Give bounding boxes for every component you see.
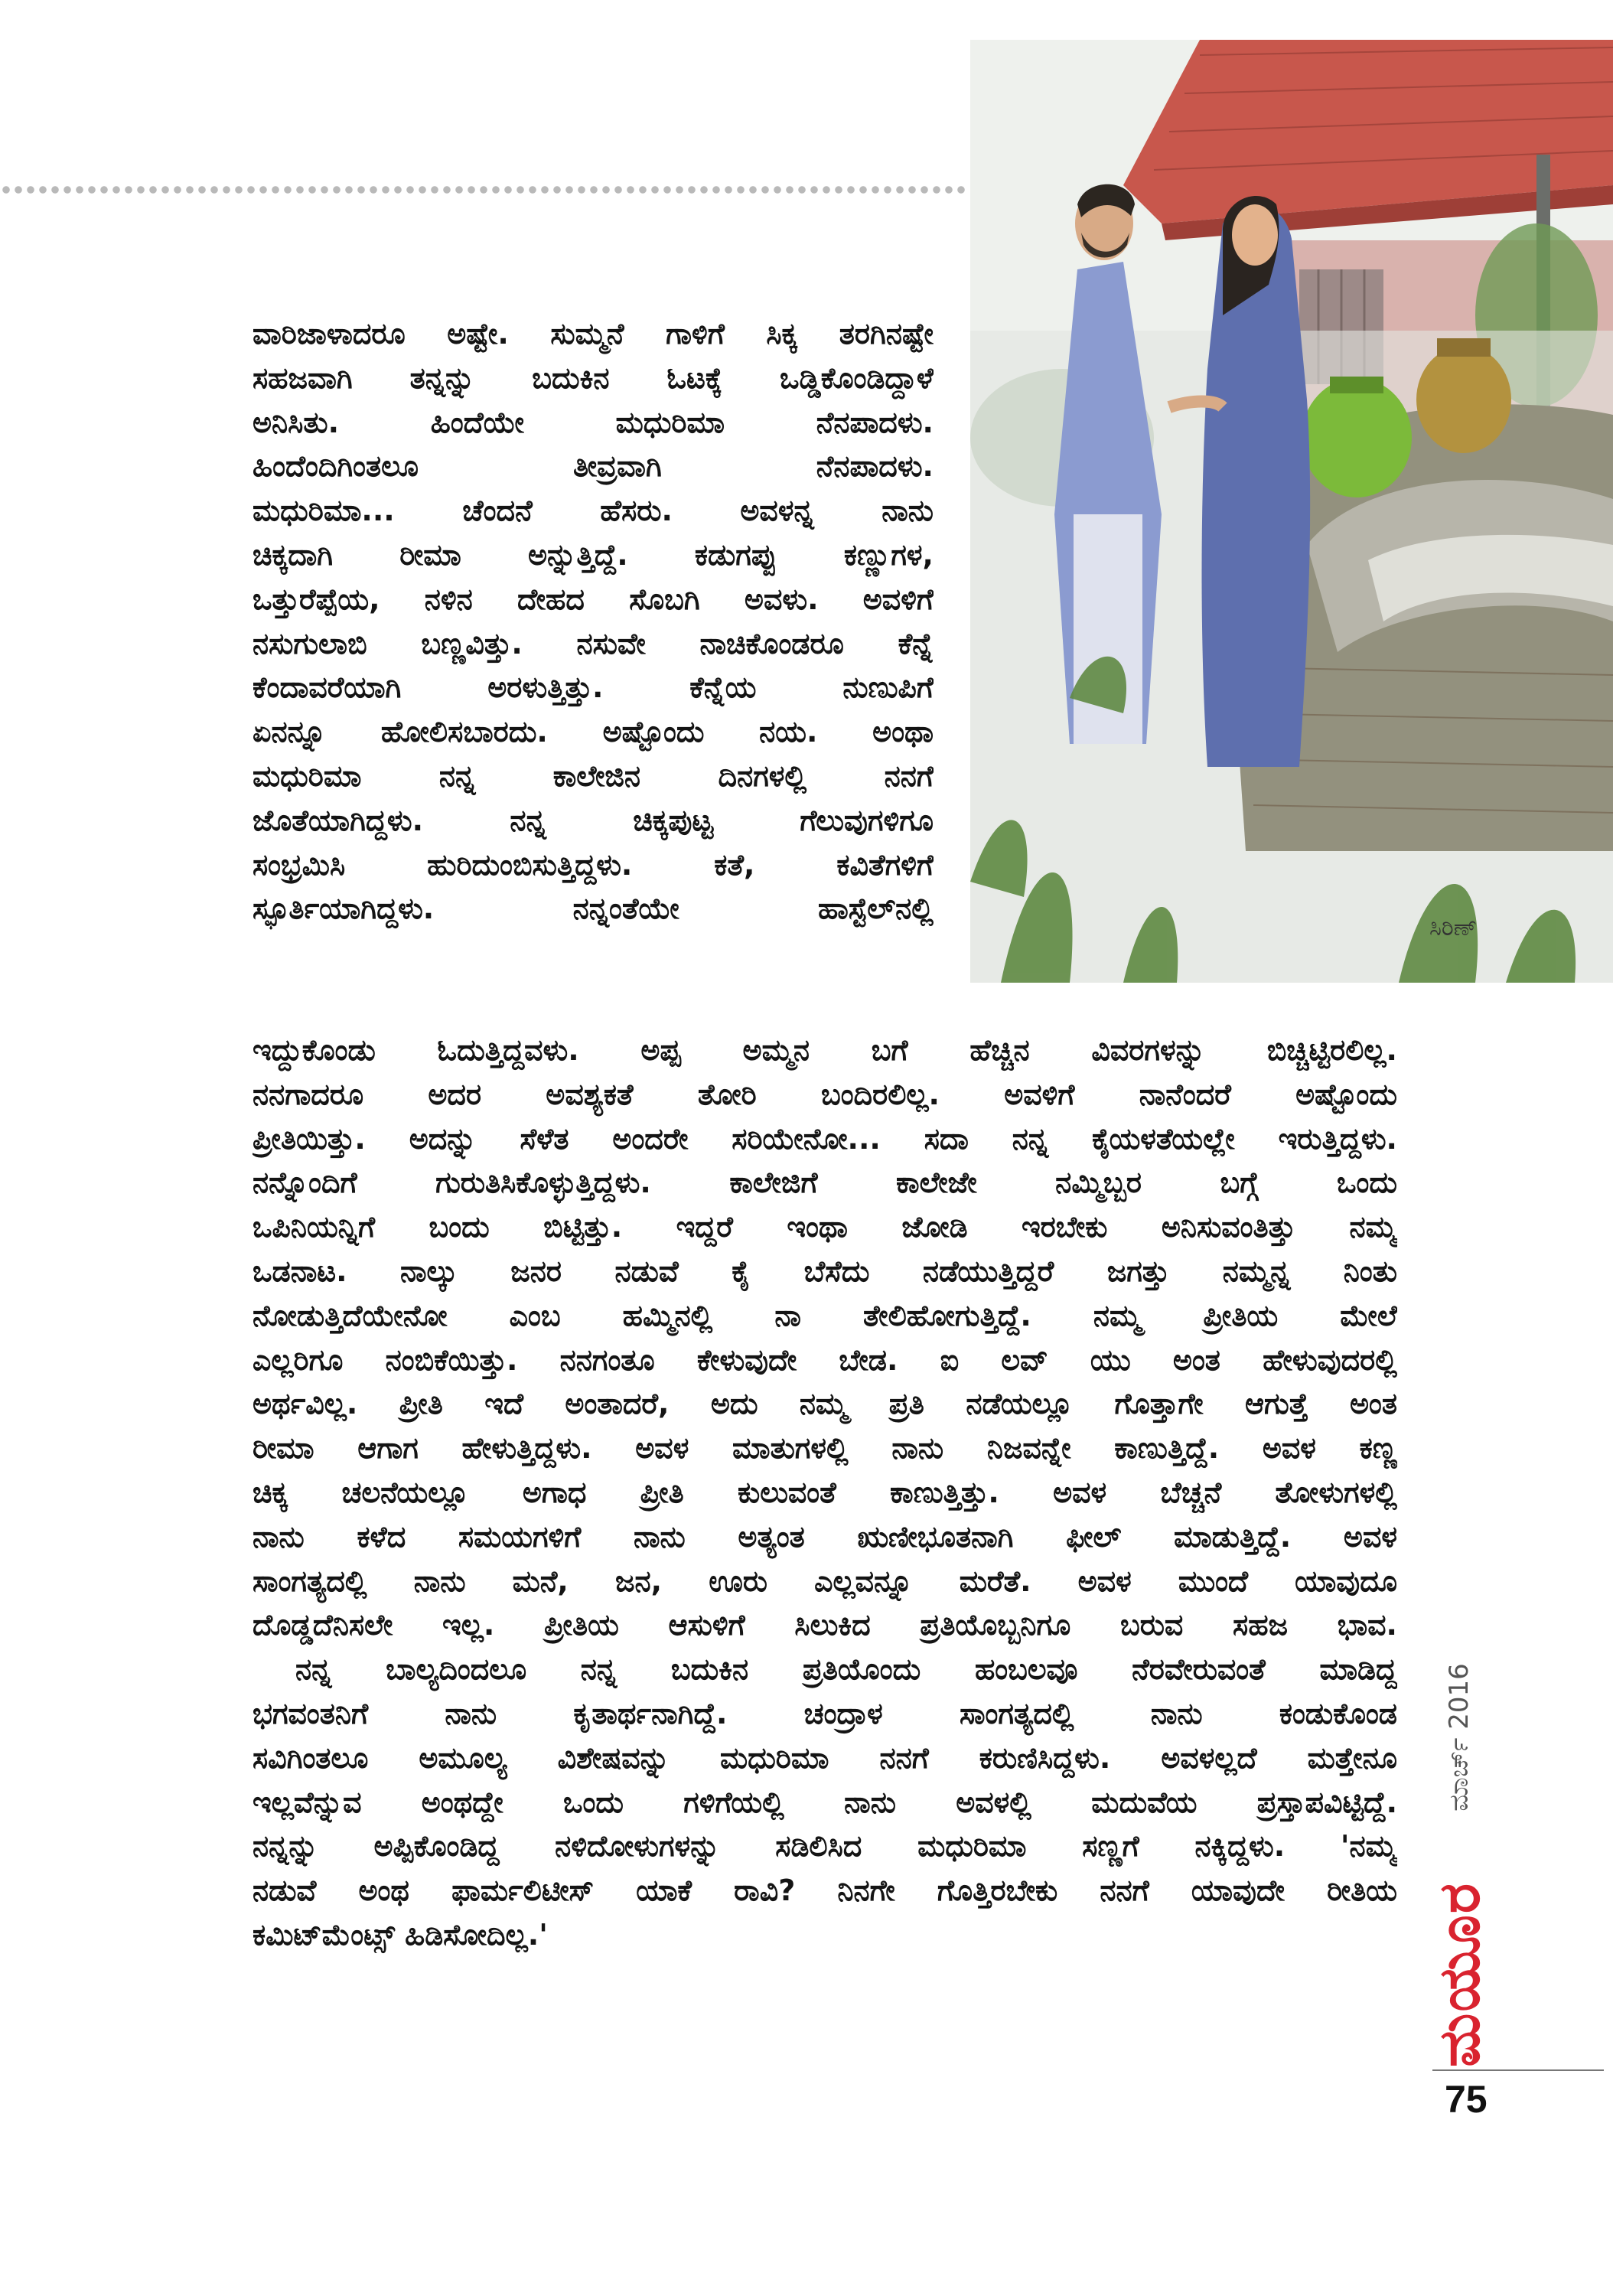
story-line: ಪ್ರೀತಿಯಿತ್ತು. ಅದನ್ನು ಸೆಳೆತ ಅಂದರೇ ಸರಿಯೇನೋ... ಸದಾ ನನ್ನ ಕೈಯಳತೆಯಲ್ಲೇ ಇರುತ್ತಿದ್ದಳು. xyxy=(253,1121,1397,1156)
story-column-narrow xyxy=(253,312,934,931)
story-line: ಅನಿಸಿತು. ಹಿಂದೆಯೇ ಮಧುರಿಮಾ ನೆನಪಾದಳು. xyxy=(253,405,934,439)
story-line: ಮಧುರಿಮಾ... ಚೆಂದನೆ ಹೆಸರು. ಅವಳನ್ನ ನಾನು xyxy=(253,494,934,528)
story-line: ಇಲ್ಲವೆನ್ನುವ ಅಂಥದ್ದೇ ಒಂದು ಗಳಿಗೆಯಲ್ಲಿ ನಾನು ಅವಳಲ್ಲಿ ಮದುವೆಯ ಪ್ರಸ್ತಾಪವಿಟ್ಟಿದ್ದೆ. xyxy=(253,1785,1397,1819)
story-illustration xyxy=(970,40,1613,983)
issue-date-text: ಮಾರ್ಚ್ 2016 xyxy=(1444,1663,1475,1812)
story-line: ನನ್ನ ಬಾಲ್ಯದಿಂದಲೂ ನನ್ನ ಬದುಕಿನ ಪ್ರತಿಯೊಂದು ಹಂಬಲವೂ ನೆರವೇರುವಂತೆ ಮಾಡಿದ್ದ xyxy=(295,1652,1397,1687)
story-line: ಒತ್ತುರೆಪ್ಪೆಯ, ನಳಿನ ದೇಹದ ಸೊಬಗಿ ಅವಳು. ಅವಳಿಗೆ xyxy=(253,582,934,616)
story-line: ನನ್ನೊಂದಿಗೆ ಗುರುತಿಸಿಕೊಳ್ಳುತ್ತಿದ್ದಳು. ಕಾಲೇಜಿಗೆ ಕಾಲೇಜೇ ನಮ್ಮಿಬ್ಬರ ಬಗ್ಗೆ ಒಂದು xyxy=(253,1166,1397,1200)
story-line: ಚಿಕ್ಕ ಚಲನೆಯಲ್ಲೂ ಅಗಾಧ ಪ್ರೀತಿ ಕುಲುವಂತೆ ಕಾಣುತ್ತಿತ್ತು. ಅವಳ ಬೆಚ್ಚನೆ ತೋಳುಗಳಲ್ಲಿ xyxy=(253,1475,1397,1509)
artist-signature: ಸಿರಿಣ್ xyxy=(1429,915,1478,941)
story-line: ನೋಡುತ್ತಿದೆಯೇನೋ ಎಂಬ ಹಮ್ಮಿನಲ್ಲಿ ನಾ ತೇಲಿಹೋಗುತ್ತಿದ್ದೆ. ನಮ್ಮ ಪ್ರೀತಿಯ ಮೇಲೆ xyxy=(253,1298,1397,1332)
issue-date xyxy=(1440,1661,1478,1814)
story-line: ಚಿಕ್ಕದಾಗಿ ರೀಮಾ ಅನ್ನುತ್ತಿದ್ದೆ. ಕಡುಗಪ್ಪು ಕಣ್ಣುಗಳ, xyxy=(253,537,934,572)
story-line: ಹಿಂದೆಂದಿಗಿಂತಲೂ ತೀವ್ರವಾಗಿ ನೆನಪಾದಳು. xyxy=(253,449,934,484)
story-line: ವಾರಿಜಾಳಾದರೂ ಅಷ್ಟೇ. ಸುಮ್ಮನೆ ಗಾಳಿಗೆ ಸಿಕ್ಕ ತರಗಿನಷ್ಟೇ xyxy=(253,317,934,351)
page-number: 75 xyxy=(1445,2078,1488,2121)
story-line: ನನ್ನನ್ನು ಅಪ್ಪಿಕೊಂಡಿದ್ದ ನಳಿದೋಳುಗಳನ್ನು ಸಡಿಲಿಸಿದ ಮಧುರಿಮಾ ಸಣ್ಣಗೆ ನಕ್ಕಿದ್ದಳು. 'ನಮ್ಮ xyxy=(253,1829,1397,1864)
story-line: ಕೆಂದಾವರೆಯಾಗಿ ಅರಳುತ್ತಿತ್ತು. ಕೆನ್ನೆಯ ನುಣುಪಿಗೆ xyxy=(253,670,934,705)
story-line: ಒಡನಾಟ. ನಾಲ್ಕು ಜನರ ನಡುವೆ ಕೈ ಬೆಸೆದು ನಡೆಯುತ್ತಿದ್ದರೆ ಜಗತ್ತು ನಮ್ಮನ್ನ ನಿಂತು xyxy=(253,1254,1397,1288)
story-line: ಅರ್ಥವಿಲ್ಲ. ಪ್ರೀತಿ ಇದೆ ಅಂತಾದರೆ, ಅದು ನಮ್ಮ ಪ್ರತಿ ನಡೆಯಲ್ಲೂ ಗೊತ್ತಾಗೇ ಆಗುತ್ತೆ ಅಂತ xyxy=(253,1387,1397,1421)
story-line: ನಾನು ಕಳೆದ ಸಮಯಗಳಿಗೆ ನಾನು ಅತ್ಯಂತ ಋಣೀಭೂತನಾಗಿ ಫೀಲ್ ಮಾಡುತ್ತಿದ್ದೆ. ಅವಳ xyxy=(253,1519,1397,1554)
story-line: ಮಧುರಿಮಾ ನನ್ನ ಕಾಲೇಜಿನ ದಿನಗಳಲ್ಲಿ ನನಗೆ xyxy=(253,758,934,793)
dotted-divider xyxy=(0,184,966,195)
story-line: ಸವಿಗಿಂತಲೂ ಅಮೂಲ್ಯ ವಿಶೇಷವನ್ನು ಮಧುರಿಮಾ ನನಗೆ ಕರುಣಿಸಿದ್ದಳು. ಅವಳಲ್ಲದೆ ಮತ್ತೇನೂ xyxy=(253,1740,1397,1775)
story-line: ನಸುಗುಲಾಬಿ ಬಣ್ಣವಿತ್ತು. ನಸುವೇ ನಾಚಿಕೊಂಡರೂ ಕೆನ್ನೆ xyxy=(253,626,934,660)
story-line: ಸಾಂಗತ್ಯದಲ್ಲಿ ನಾನು ಮನೆ, ಜನ, ಊರು ಎಲ್ಲವನ್ನೂ ಮರೆತೆ. ಅವಳ ಮುಂದೆ ಯಾವುದೂ xyxy=(253,1564,1397,1598)
story-line: ನಡುವೆ ಅಂಥ ಫಾರ್ಮಲಿಟೀಸ್ ಯಾಕೆ ರಾವಿ? ನಿನಗೇ ಗೊತ್ತಿರಬೇಕು ನನಗೆ ಯಾವುದೇ ರೀತಿಯ xyxy=(253,1874,1397,1908)
page-number-rule xyxy=(1432,2069,1604,2071)
story-line: ಇದ್ದುಕೊಂಡು ಓದುತ್ತಿದ್ದವಳು. ಅಪ್ಪ ಅಮ್ಮನ ಬಗೆ ಹೆಚ್ಚಿನ ವಿವರಗಳನ್ನು ಬಿಚ್ಚಿಟ್ಟಿರಲಿಲ್ಲ. xyxy=(253,1033,1397,1067)
story-line: ಸಂಭ್ರಮಿಸಿ ಹುರಿದುಂಬಿಸುತ್ತಿದ್ದಳು. ಕತೆ, ಕವಿತೆಗಳಿಗೆ xyxy=(253,847,934,882)
story-line: ನನಗಾದರೂ ಅದರ ಅವಶ್ಯಕತೆ ತೋರಿ ಬಂದಿರಲಿಲ್ಲ. ಅವಳಿಗೆ ನಾನೆಂದರೆ ಅಷ್ಟೊಂದು xyxy=(253,1077,1397,1111)
magazine-name: ಮಯೂರ xyxy=(1426,1882,1493,2067)
story-line: ರೀಮಾ ಆಗಾಗ ಹೇಳುತ್ತಿದ್ದಳು. ಅವಳ ಮಾತುಗಳಲ್ಲಿ ನಾನು ನಿಜವನ್ನೇ ಕಾಣುತ್ತಿದ್ದೆ. ಅವಳ ಕಣ್ಣ xyxy=(253,1431,1397,1466)
story-line: ಎಲ್ಲರಿಗೂ ನಂಬಿಕೆಯಿತ್ತು. ನನಗಂತೂ ಕೇಳುವುದೇ ಬೇಡ. ಐ ಲವ್ ಯು ಅಂತ ಹೇಳುವುದರಲ್ಲಿ xyxy=(253,1342,1397,1377)
story-line: ಭಗವಂತನಿಗೆ ನಾನು ಕೃತಾರ್ಥನಾಗಿದ್ದೆ. ಚಂದ್ರಾಳ ಸಾಂಗತ್ಯದಲ್ಲಿ ನಾನು ಕಂಡುಕೊಂಡ xyxy=(253,1696,1397,1730)
story-line: ಸಹಜವಾಗಿ ತನ್ನನ್ನು ಬದುಕಿನ ಓಟಕ್ಕೆ ಒಡ್ಡಿಕೊಂಡಿದ್ದಾಳೆ xyxy=(253,360,934,395)
story-line: ದೊಡ್ಡದೆನಿಸಲೇ ಇಲ್ಲ. ಪ್ರೀತಿಯ ಆಸುಳಿಗೆ ಸಿಲುಕಿದ ಪ್ರತಿಯೊಬ್ಬನಿಗೂ ಬರುವ ಸಹಜ ಭಾವ. xyxy=(253,1608,1397,1642)
story-column-wide xyxy=(253,1029,1397,1958)
story-line: ಕಮಿಟ್‌ಮೆಂಟ್ಸ್ ಹಿಡಿಸೋದಿಲ್ಲ.' xyxy=(253,1917,548,1952)
story-line: ಜೊತೆಯಾಗಿದ್ದಳು. ನನ್ನ ಚಿಕ್ಕಪುಟ್ಟ ಗೆಲುವುಗಳಿಗೂ xyxy=(253,803,934,837)
story-line: ಏನನ್ನೂ ಹೋಲಿಸಬಾರದು. ಅಷ್ಟೊಂದು ನಯ. ಅಂಥಾ xyxy=(253,715,934,749)
story-line: ಸ್ಫೂರ್ತಿಯಾಗಿದ್ದಳು. ನನ್ನಂತೆಯೇ ಹಾಸ್ಟೆಲ್‌ನಲ್ಲಿ xyxy=(253,892,934,926)
story-line: ಒಪಿನಿಯನ್ನಿಗೆ ಬಂದು ಬಿಟ್ಟಿತ್ತು. ಇದ್ದರೆ ಇಂಥಾ ಜೋಡಿ ಇರಬೇಕು ಅನಿಸುವಂತಿತ್ತು ನಮ್ಮ xyxy=(253,1210,1397,1244)
